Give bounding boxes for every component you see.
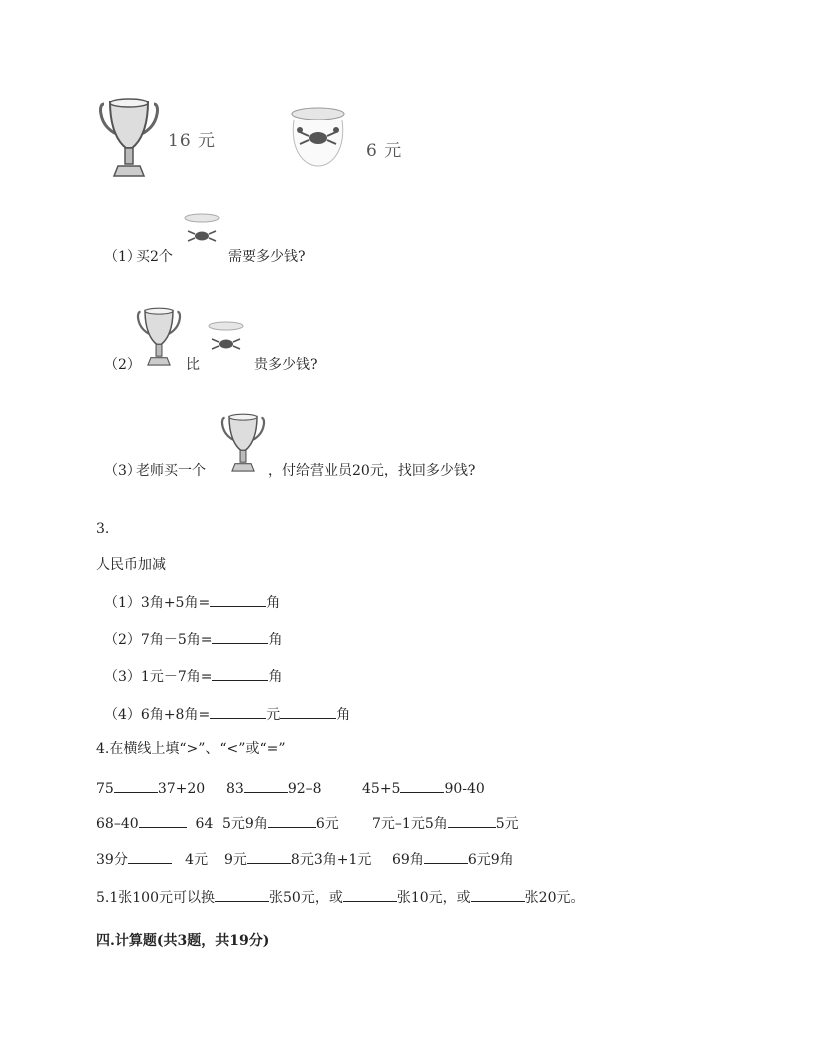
answer-blank[interactable] (114, 778, 158, 793)
problem5-text (96, 887, 584, 907)
crab-bowl-icon (288, 106, 348, 168)
problem5-part: 5.1张100元可以换 (96, 890, 215, 906)
compare-right: 92–8 (287, 781, 322, 797)
problem3-number: 3. (96, 521, 110, 537)
compare-left: 7元–1元5角 (372, 816, 448, 832)
trophy-price: 16 元 (168, 131, 217, 151)
answer-blank[interactable] (212, 629, 268, 644)
q1-text-after: 需要多少钱? (228, 249, 306, 265)
compare-left: 39分 (96, 852, 128, 868)
problem5-part: 张10元，或 (396, 890, 471, 906)
crab-bowl-icon (182, 212, 222, 262)
item-prefix: （1）3角+5角= (104, 595, 211, 611)
q3-text-before: 老师买一个 (136, 463, 206, 479)
compare-item (224, 849, 371, 869)
compare-left: 83 (226, 781, 244, 797)
answer-blank[interactable] (448, 813, 496, 828)
problem3-item-4 (104, 704, 350, 724)
problem4-title: 4.在横线上填“>”、“<”或“=” (96, 741, 286, 757)
problem3-title: 人民币加减 (96, 557, 166, 573)
answer-blank[interactable] (210, 704, 266, 719)
compare-left: 9元 (224, 852, 247, 868)
answer-blank[interactable] (343, 887, 397, 902)
compare-left: 45+5 (362, 781, 401, 797)
compare-item (392, 849, 514, 869)
trophy-icon (136, 306, 182, 368)
item-unit: 角 (266, 595, 281, 611)
compare-left: 5元9角 (222, 816, 268, 832)
trophy-icon (220, 412, 266, 474)
compare-item (226, 778, 322, 798)
section-heading: 四.计算题(共3题，共19分) (96, 933, 270, 949)
compare-right: 5元 (495, 816, 519, 832)
q3-text-after: ，付给营业员20元，找回多少钱? (268, 463, 476, 479)
q2-number: （2） (104, 357, 141, 373)
compare-left: 68–40 (96, 816, 139, 832)
compare-right: 90-40 (444, 781, 485, 797)
problem3-item-1 (104, 592, 280, 612)
problem3-item-2 (104, 629, 282, 649)
q2-text-mid: 比 (186, 357, 200, 373)
q1-number: （1） (104, 249, 141, 265)
compare-left: 69角 (392, 852, 424, 868)
compare-item (96, 813, 213, 833)
answer-blank[interactable] (280, 704, 336, 719)
compare-item (222, 813, 339, 833)
q3-number: （3） (104, 463, 141, 479)
item-unit: 角 (268, 669, 283, 685)
compare-item (372, 813, 519, 833)
compare-item (96, 778, 205, 798)
answer-blank[interactable] (247, 849, 291, 864)
q2-text-after: 贵多少钱? (254, 357, 318, 373)
compare-right: 6元 (315, 816, 339, 832)
item-prefix: （3）1元－7角= (104, 669, 213, 685)
problem5-part: 张50元，或 (269, 890, 343, 906)
item-unit: 元 (266, 707, 281, 723)
compare-right: 6元9角 (467, 852, 514, 868)
item-unit: 角 (268, 632, 283, 648)
compare-right: 4元 (180, 852, 209, 868)
answer-blank[interactable] (139, 813, 187, 828)
item-unit: 角 (336, 707, 351, 723)
answer-blank[interactable] (210, 592, 266, 607)
answer-blank[interactable] (268, 813, 316, 828)
compare-left: 75 (96, 781, 114, 797)
compare-right: 8元3角+1元 (290, 852, 372, 868)
answer-blank[interactable] (471, 887, 525, 902)
trophy-icon (98, 96, 160, 180)
item-prefix: （2）7角－5角= (104, 632, 213, 648)
compare-item (96, 849, 208, 869)
answer-blank[interactable] (212, 666, 268, 681)
answer-blank[interactable] (400, 778, 444, 793)
crab-bowl-icon (206, 320, 246, 370)
answer-blank[interactable] (128, 849, 172, 864)
compare-right: 64 (195, 816, 214, 832)
problem3-item-3 (104, 666, 282, 686)
item-prefix: （4）6角+8角= (104, 707, 211, 723)
compare-right: 37+20 (157, 781, 206, 797)
crab-bowl-price: 6 元 (366, 141, 403, 161)
answer-blank[interactable] (215, 887, 269, 902)
compare-item (362, 778, 485, 798)
answer-blank[interactable] (244, 778, 288, 793)
q1-text-before: 买2个 (136, 249, 173, 265)
problem5-part: 张20元。 (524, 890, 585, 906)
answer-blank[interactable] (424, 849, 468, 864)
